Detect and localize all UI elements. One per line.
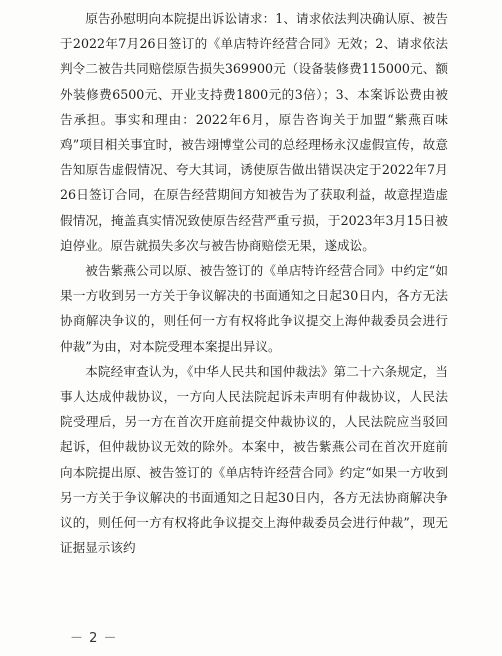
paragraph-court-review: 本院经审查认为，《中华人民共和国仲裁法》第二十六条规定，当事人达成仲裁协议，一方向人民法院起诉未声明有仲裁协议，人民法院受理后，另一方在首次开庭前提交仲裁协议的，人民法院应当驳回起诉，但仲裁协议无效的除外。本案中，被告紫燕公司在首次开庭前向本院提出原、被告签订的《单店特许经营合同》约定“如果一方收到另一方关于争议解决的书面通知之日起30日内，各方无法协商解决争议的，则任何一方有权将此争议提交上海仲裁委员会进行仲裁”，现无证据显示该约 [60, 363, 448, 556]
paragraph-objection: 被告紫燕公司以原、被告签订的《单店特许经营合同》中约定“如果一方收到另一方关于争议解决的书面通知之日起30日内，各方无法协商解决争议的，则任何一方有权将此争议提交上海仲裁委员会进行仲裁”为由，对本院受理本案提出异议。 [60, 263, 448, 354]
page-number: － 2 － [70, 631, 118, 646]
paragraph-claims: 原告孙慰明向本院提出诉讼请求：1、请求依法判决确认原、被告于2022年7月26日签订的《单店特许经营合同》无效；2、请求依法判令二被告共同赔偿原告损失369900元（设备装修费115000元、额外装修费6500元、开业支持费1800元的3倍）；3、本案诉讼费由被告承担。事实和理由：2022年6月，原告咨询关于加盟“紫燕百味鸡”项目相关事宜时，被告翊博堂公司的总经理杨永汉虚假宣传，故意告知原告虚假情况、夸大其词，诱使原告做出错误决定于2022年7月26日签订合同，在原告经营期间方知被告为了获取利益，故意捏造虚假情况，掩盖真实情况致使原告经营严重亏损，于2023年3月15日被迫停业。原告就损失多次与被告协商赔偿无果，遂成讼。 [60, 11, 448, 253]
document-body [60, 6, 448, 560]
